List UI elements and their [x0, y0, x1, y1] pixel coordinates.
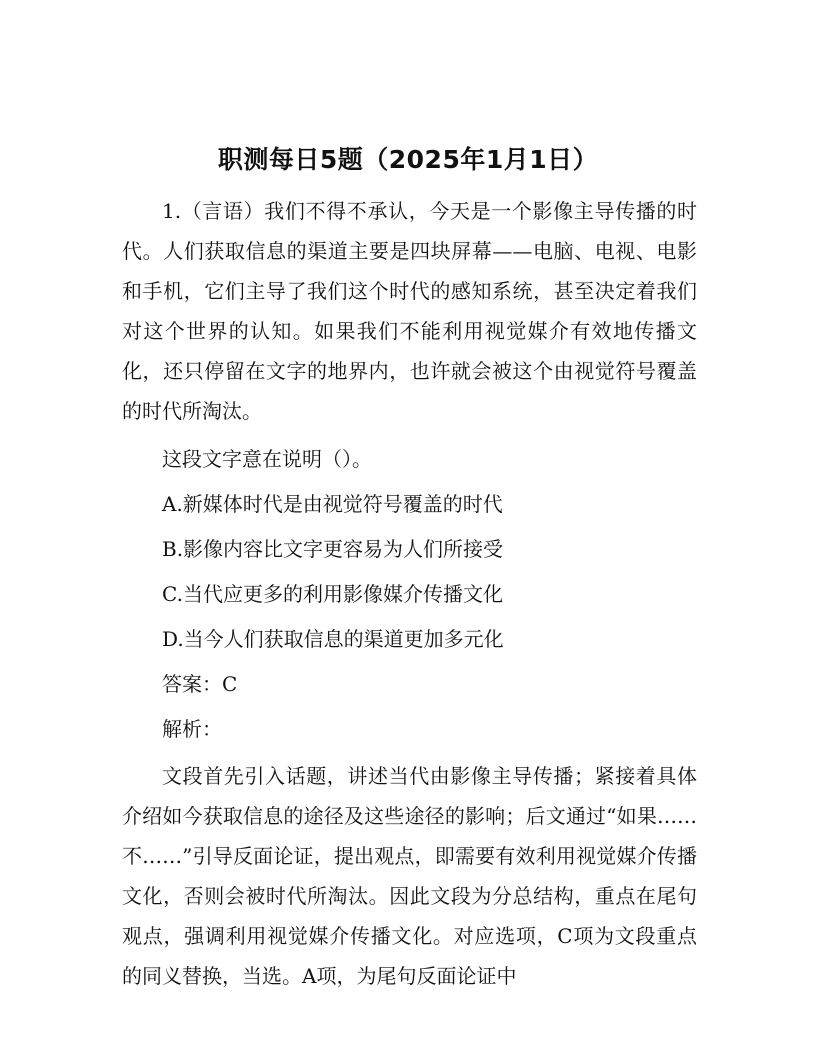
option-c: C.当代应更多的利用影像媒介传播文化 [162, 581, 503, 606]
analysis-label: 解析： [162, 716, 222, 741]
option-b: B.影像内容比文字更容易为人们所接受 [162, 536, 504, 561]
answer-line: 答案：C [162, 671, 238, 696]
question-prompt: 这段文字意在说明（）。 [162, 446, 372, 471]
option-d: D.当今人们获取信息的渠道更加多元化 [162, 626, 504, 651]
option-a: A.新媒体时代是由视觉符号覆盖的时代 [162, 491, 503, 516]
document-body [122, 191, 697, 996]
question-stem: 1.（言语）我们不得不承认，今天是一个影像主导传播的时代。人们获取信息的渠道主要是四块屏幕——电脑、电视、电影和手机，它们主导了我们这个时代的感知系统，甚至决定着我们对这个世界的认知。如果我们不能利用视觉媒介有效地传播文化，还只停留在文字的地界内，也许就会被这个由视觉符号覆盖的时代所淘汰。 [122, 199, 697, 423]
page-title: 职测每日5题（2025年1月1日） [217, 145, 599, 174]
analysis-text: 文段首先引入话题，讲述当代由影像主导传播；紧接着具体介绍如今获取信息的途径及这些途径的影响；后文通过“如果……不……”引导反面论证，提出观点，即需要有效利用视觉媒介传播文化，否则会被时代所淘汰。因此文段为分总结构，重点在尾句观点，强调利用视觉媒介传播文化。对应选项，C项为文段重点的同义替换，当选。A项，为尾句反面论证中 [122, 764, 697, 988]
